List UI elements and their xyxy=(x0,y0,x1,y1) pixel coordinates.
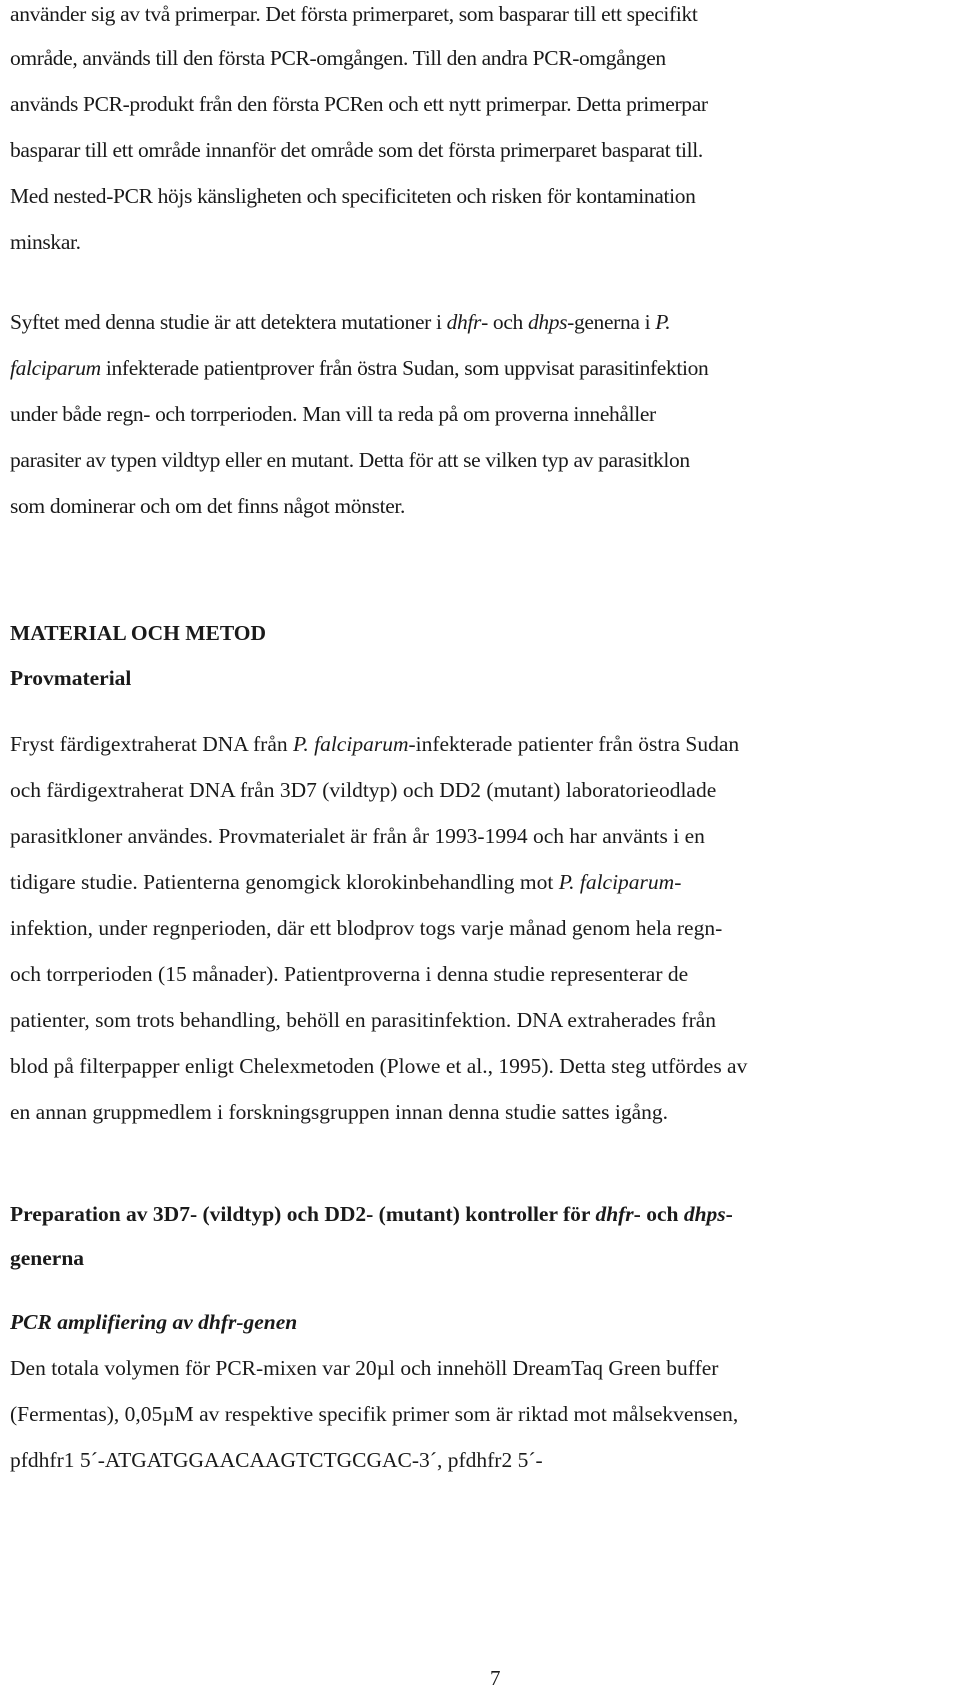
species-name: P. falciparum xyxy=(558,870,675,894)
page-number: 7 xyxy=(490,1666,501,1690)
pcr-line-3: pfdhfr1 5´-ATGATGGAACAAGTCTGCGAC-3´, pfdhfr2 5´- xyxy=(10,1448,543,1472)
prov-text: Fryst färdigextraherat DNA från xyxy=(10,732,293,756)
prov-line-7: patienter, som trots behandling, behöll en parasitinfektion. DNA extraherades från xyxy=(10,1008,717,1032)
prov-line-2: och färdigextraherat DNA från 3D7 (vildtyp) och DD2 (mutant) laboratorieodlade xyxy=(10,778,717,802)
pcr-line-2: (Fermentas), 0,05µM av respektive specifik primer som är riktad mot målsekvensen, xyxy=(10,1402,739,1426)
aim-text: Syftet med denna studie är att detektera mutationer i xyxy=(10,310,447,334)
prov-line-6: och torrperioden (15 månader). Patientproverna i denna studie representerar de xyxy=(10,962,689,986)
pcr-heading: PCR amplifiering av dhfr-genen xyxy=(10,1310,298,1334)
aim-line-3: under både regn- och torrperioden. Man vill ta reda på om proverna innehåller xyxy=(10,402,656,426)
species-name: falciparum xyxy=(10,356,101,380)
prov-line-9: en annan gruppmedlem i forskningsgruppen innan denna studie sattes igång. xyxy=(10,1100,668,1124)
gene-dhps: dhps xyxy=(683,1202,726,1226)
intro-line-1: använder sig av två primerpar. Det första primerparet, som basparar till ett specifikt xyxy=(10,2,698,26)
prep-heading-text: - och xyxy=(633,1202,684,1226)
prov-line-1 xyxy=(10,730,739,758)
aim-text: -generna i xyxy=(567,310,656,334)
aim-line-2 xyxy=(10,354,708,382)
prov-line-8: blod på filterpapper enligt Chelexmetoden (Plowe et al., 1995). Detta steg utfördes av xyxy=(10,1054,748,1078)
intro-line-4: basparar till ett område innanför det område som det första primerparet basparat till. xyxy=(10,138,703,162)
intro-line-2: område, används till den första PCR-omgången. Till den andra PCR-omgången xyxy=(10,46,666,70)
subsection-heading: Provmaterial xyxy=(10,666,132,690)
intro-line-5: Med nested-PCR höjs känsligheten och specificiteten och risken för kontamination xyxy=(10,184,696,208)
aim-line-5: som dominerar och om det finns något mönster. xyxy=(10,494,406,518)
prep-heading-text: - xyxy=(725,1202,733,1226)
aim-line-4: parasiter av typen vildtyp eller en mutant. Detta för att se vilken typ av parasitklon xyxy=(10,448,690,472)
prov-text: tidigare studie. Patienterna genomgick klorokinbehandling mot xyxy=(10,870,559,894)
section-heading: MATERIAL OCH METOD xyxy=(10,621,267,645)
gene-dhfr: dhfr xyxy=(595,1202,634,1226)
prov-line-3: parasitkloner användes. Provmaterialet är från år 1993-1994 och har använts i en xyxy=(10,824,705,848)
intro-line-3: används PCR-produkt från den första PCRen och ett nytt primerpar. Detta primerpar xyxy=(10,92,708,116)
gene-dhfr: dhfr xyxy=(446,310,482,334)
gene-dhps: dhps xyxy=(527,310,568,334)
species-name: P. xyxy=(655,310,671,334)
pcr-line-1: Den totala volymen för PCR-mixen var 20µl och innehöll DreamTaq Green buffer xyxy=(10,1356,719,1380)
species-name: P. falciparum xyxy=(293,732,409,756)
intro-line-6: minskar. xyxy=(10,230,81,254)
prov-text: -infekterade patienter från östra Sudan xyxy=(408,732,740,756)
prep-heading-text: Preparation av 3D7- (vildtyp) och DD2- (mutant) kontroller för xyxy=(10,1202,596,1226)
prep-heading-line-1 xyxy=(10,1200,733,1228)
prov-line-4 xyxy=(10,868,681,896)
aim-text: - och xyxy=(481,310,528,334)
prov-line-5: infektion, under regnperioden, där ett blodprov togs varje månad genom hela regn- xyxy=(10,916,723,940)
prov-text: - xyxy=(674,870,682,894)
prep-heading-line-2: generna xyxy=(10,1246,85,1270)
aim-text: infekterade patientprover från östra Sudan, som uppvisat parasitinfektion xyxy=(100,356,709,380)
aim-line-1 xyxy=(10,308,670,336)
